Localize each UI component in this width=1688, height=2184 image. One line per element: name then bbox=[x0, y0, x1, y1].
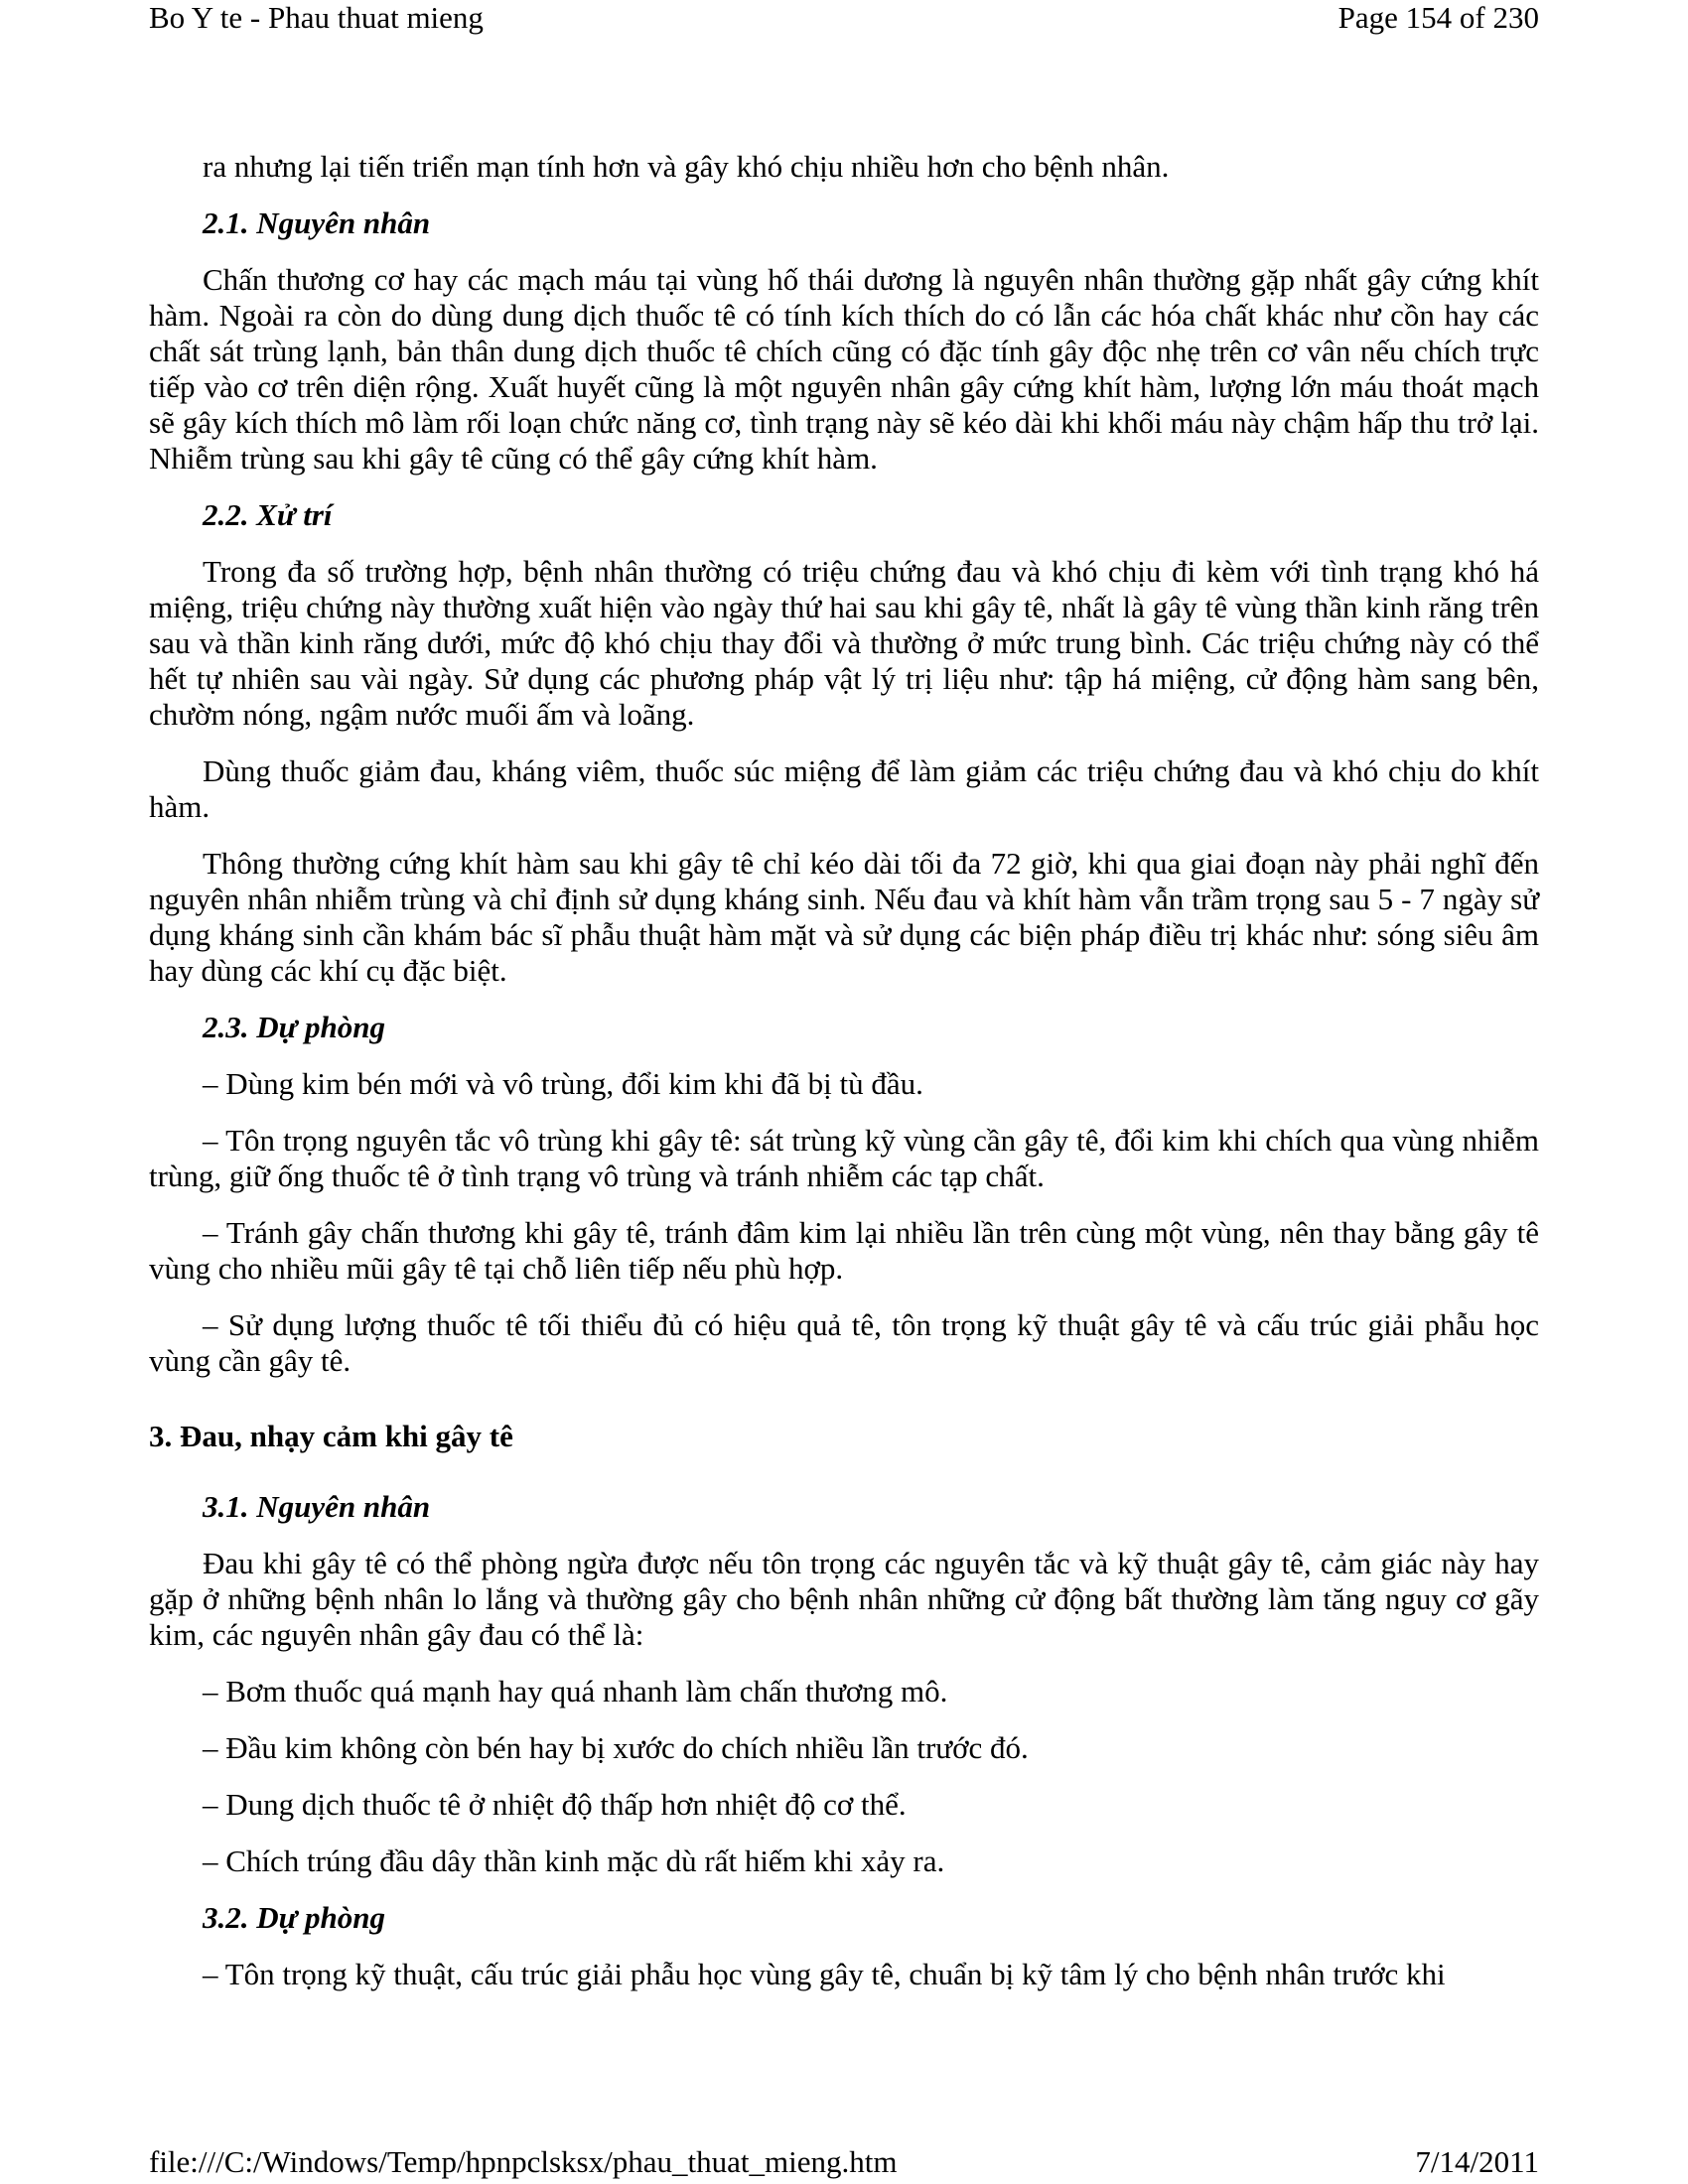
bullet-item: – Bơm thuốc quá mạnh hay quá nhanh làm chấn thương mô. bbox=[203, 1674, 948, 1708]
bullet-item: – Dung dịch thuốc tê ở nhiệt độ thấp hơn nhiệt độ cơ thể. bbox=[203, 1787, 907, 1822]
paragraph: Thông thường cứng khít hàm sau khi gây tê chỉ kéo dài tối đa 72 giờ, khi qua giai đoạn này phải nghĩ đến nguyên nhân nhiễm trùng và chỉ định sử dụng kháng sinh. Nếu đau và khít hàm vẫn trầm trọng sau 5 - 7 ngày sử dụng kháng sinh cần khám bác sĩ phẫu thuật hàm mặt và sử dụng các biện pháp điều trị khác như: sóng siêu âm hay dùng các khí cụ đặc biệt. bbox=[149, 846, 1539, 988]
page-footer bbox=[149, 2144, 1539, 2180]
paragraph: Đau khi gây tê có thể phòng ngừa được nếu tôn trọng các nguyên tắc và kỹ thuật gây tê, cảm giác này hay gặp ở những bệnh nhân lo lắng và thường gây cho bệnh nhân những cử động bất thường làm tăng nguy cơ gãy kim, các nguyên nhân gây đau có thể là: bbox=[149, 1546, 1539, 1652]
footer-date: 7/14/2011 bbox=[1415, 2144, 1539, 2179]
header-title: Bo Y te - Phau thuat mieng bbox=[149, 0, 484, 35]
bullet-item: – Đầu kim không còn bén hay bị xước do chích nhiều lần trước đó. bbox=[203, 1730, 1029, 1765]
section-heading-3: 3. Đau, nhạy cảm khi gây tê bbox=[149, 1419, 513, 1453]
paragraph: Dùng thuốc giảm đau, kháng viêm, thuốc súc miệng để làm giảm các triệu chứng đau và khó chịu do khít hàm. bbox=[149, 753, 1539, 824]
bullet-item: – Sử dụng lượng thuốc tê tối thiểu đủ có hiệu quả tê, tôn trọng kỹ thuật gây tê và cấu trúc giải phẫu học vùng cần gây tê. bbox=[149, 1307, 1539, 1378]
bullet-item: – Tránh gây chấn thương khi gây tê, tránh đâm kim lại nhiều lần trên cùng một vùng, nên thay bằng gây tê vùng cho nhiều mũi gây tê tại chỗ liên tiếp nếu phù hợp. bbox=[149, 1215, 1539, 1286]
header-page-number: Page 154 of 230 bbox=[1337, 0, 1539, 35]
footer-file-path: file:///C:/Windows/Temp/hpnpclsksx/phau_thuat_mieng.htm bbox=[149, 2144, 898, 2179]
paragraph: Trong đa số trường hợp, bệnh nhân thường có triệu chứng đau và khó chịu đi kèm với tình trạng khó há miệng, triệu chứng này thường xuất hiện vào ngày thứ hai sau khi gây tê, nhất là gây tê vùng thần kinh răng trên sau và thần kinh răng dưới, mức độ khó chịu thay đổi và thường ở mức trung bình. Các triệu chứng này có thể hết tự nhiên sau vài ngày. Sử dụng các phương pháp vật lý trị liệu như: tập há miệng, cử động hàm sang bên, chườm nóng, ngậm nước muối ấm và loãng. bbox=[149, 554, 1539, 732]
bullet-item: – Tôn trọng kỹ thuật, cấu trúc giải phẫu học vùng gây tê, chuẩn bị kỹ tâm lý cho bệnh nhân trước khi bbox=[203, 1957, 1446, 1991]
subheading-3-1: 3.1. Nguyên nhân bbox=[203, 1489, 431, 1524]
continued-paragraph: ra nhưng lại tiến triển mạn tính hơn và gây khó chịu nhiều hơn cho bệnh nhân. bbox=[203, 149, 1170, 184]
bullet-item: – Chích trúng đầu dây thần kinh mặc dù rất hiếm khi xảy ra. bbox=[203, 1843, 945, 1878]
subheading-2-3: 2.3. Dự phòng bbox=[203, 1010, 385, 1044]
paragraph: Chấn thương cơ hay các mạch máu tại vùng hố thái dương là nguyên nhân thường gặp nhất gây cứng khít hàm. Ngoài ra còn do dùng dung dịch thuốc tê có tính kích thích do có lẫn các hóa chất khác như cồn hay các chất sát trùng lạnh, bản thân dung dịch thuốc tê chích cũng có đặc tính gây độc nhẹ trên cơ vân nếu chích trực tiếp vào cơ trên diện rộng. Xuất huyết cũng là một nguyên nhân gây cứng khít hàm, lượng lớn máu thoát mạch sẽ gây kích thích mô làm rối loạn chức năng cơ, tình trạng này sẽ kéo dài khi khối máu này chậm hấp thu trở lại. Nhiễm trùng sau khi gây tê cũng có thể gây cứng khít hàm. bbox=[149, 262, 1539, 476]
bullet-item: – Tôn trọng nguyên tắc vô trùng khi gây tê: sát trùng kỹ vùng cần gây tê, đổi kim khi chích qua vùng nhiễm trùng, giữ ống thuốc tê ở tình trạng vô trùng và tránh nhiễm các tạp chất. bbox=[149, 1123, 1539, 1193]
subheading-2-2: 2.2. Xử trí bbox=[203, 497, 333, 532]
subheading-2-1: 2.1. Nguyên nhân bbox=[203, 205, 431, 240]
document-body bbox=[149, 149, 1539, 2013]
page-header bbox=[149, 0, 1539, 36]
bullet-item: – Dùng kim bén mới và vô trùng, đổi kim khi đã bị tù đầu. bbox=[203, 1066, 923, 1101]
subheading-3-2: 3.2. Dự phòng bbox=[203, 1900, 385, 1935]
